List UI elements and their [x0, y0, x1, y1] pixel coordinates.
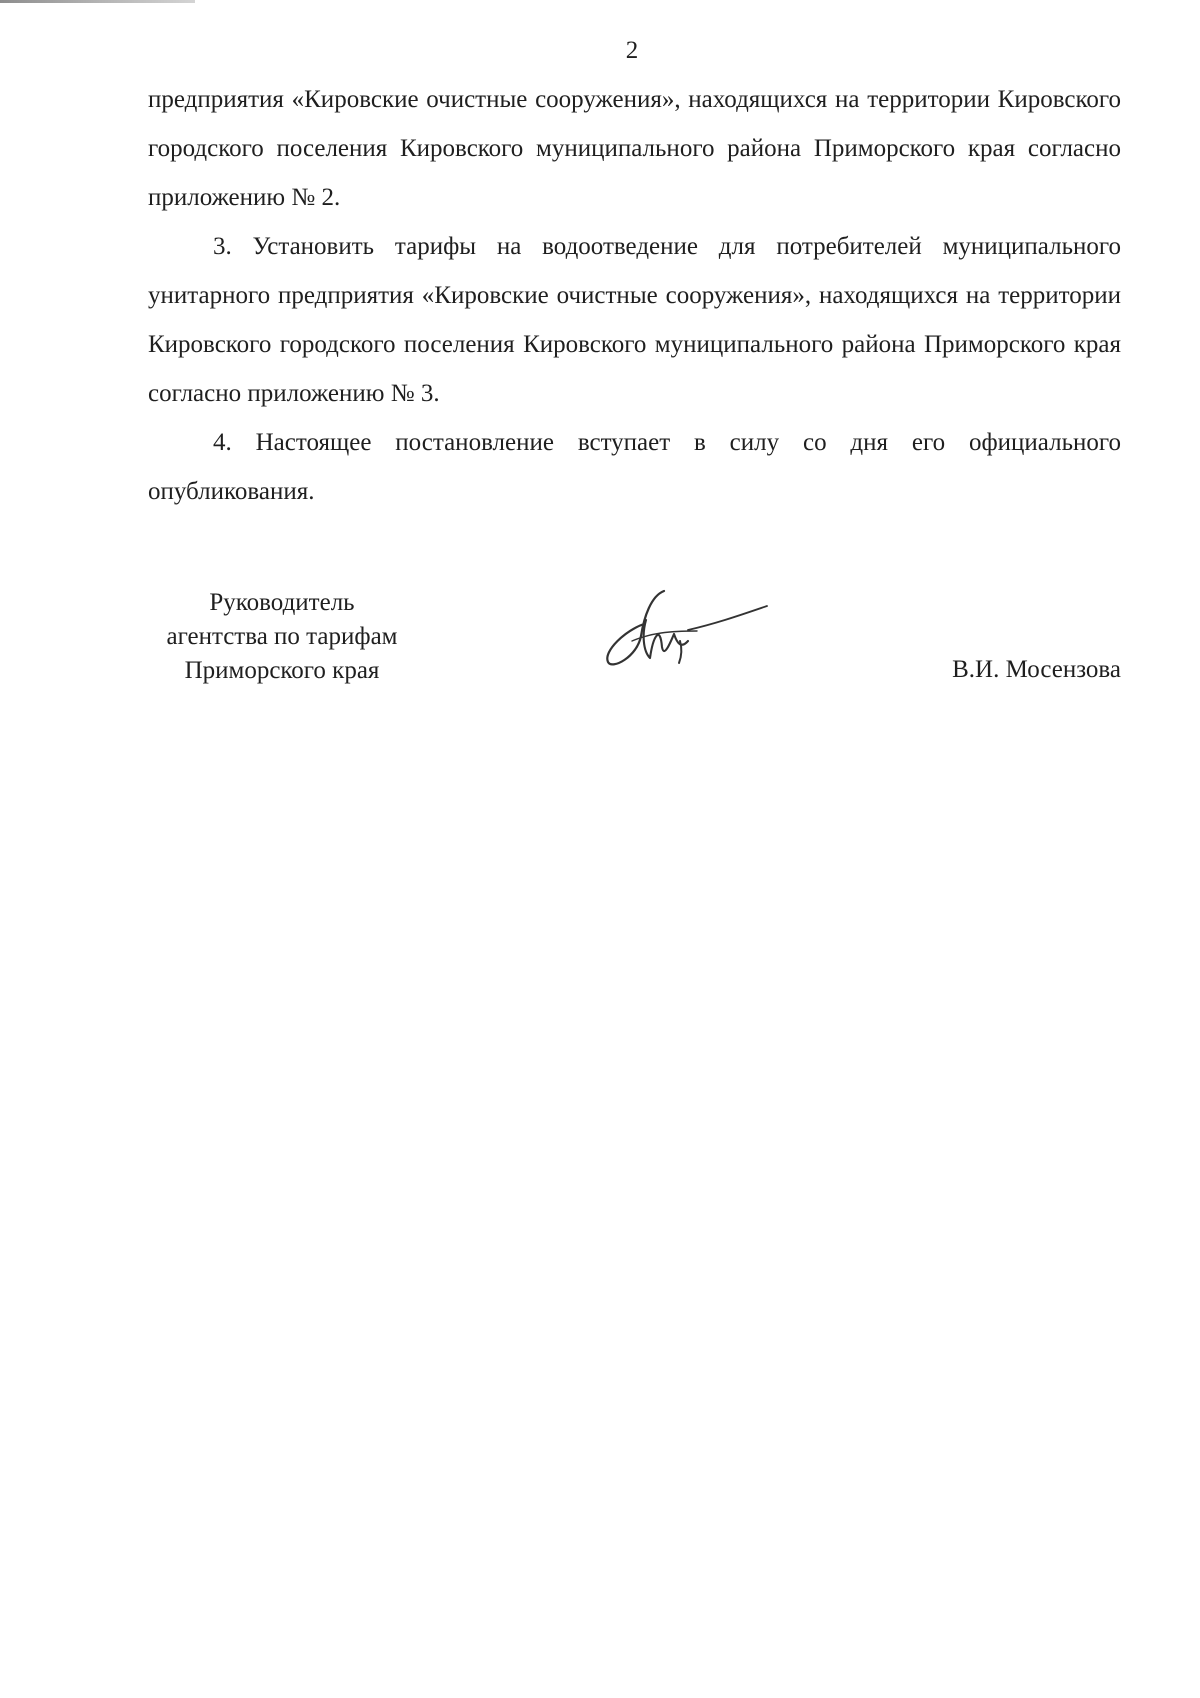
signer-title-line-2: агентства по тарифам	[166, 623, 398, 650]
signer-title	[146, 586, 418, 688]
paragraph-2-continuation: предприятия «Кировские очистные сооружения», находящихся на территории Кировского городского поселения Кировского муниципального района Приморского края согласно приложению № 2.	[148, 86, 1121, 211]
handwritten-signature	[592, 586, 770, 676]
paragraph-4: 4. Настоящее постановление вступает в силу со дня его официального опубликования.	[148, 429, 1121, 505]
signer-title-line-3: Приморского края	[184, 657, 380, 684]
document-body	[148, 75, 1121, 516]
scan-edge-mark	[0, 0, 195, 3]
signature-block	[146, 586, 1121, 696]
signer-name: В.И. Мосензова	[952, 656, 1121, 683]
signer-title-line-1: Руководитель	[209, 589, 355, 616]
page-number: 2	[625, 37, 639, 64]
paragraph-3: 3. Установить тарифы на водоотведение для потребителей муниципального унитарного предприятия «Кировские очистные сооружения», находящихся на территории Кировского городского поселения Кировского муниципального района Приморского края согласно приложению № 3.	[148, 233, 1121, 407]
